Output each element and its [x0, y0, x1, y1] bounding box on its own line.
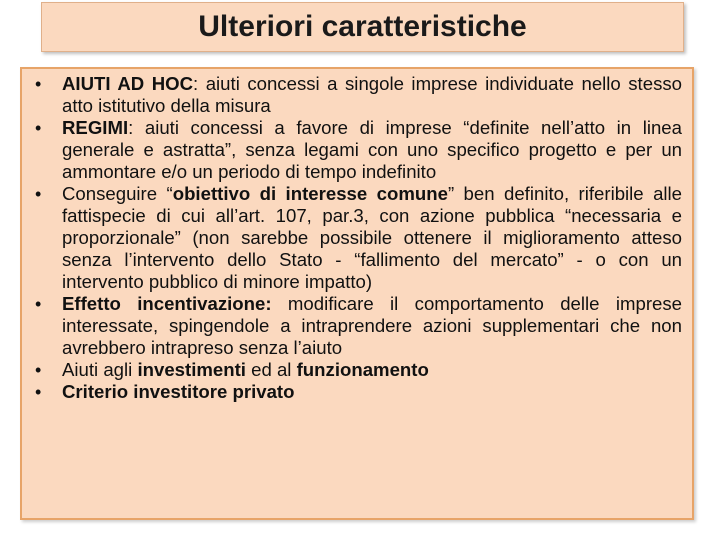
bullet-term: REGIMI — [62, 117, 129, 138]
bullet-term: obiettivo di interesse comune — [172, 183, 448, 204]
bullet-term: Criterio investitore privato — [62, 381, 295, 402]
bullet-aiuti-investimenti — [32, 359, 682, 381]
bullet-text: Conseguire “ — [62, 183, 173, 204]
bullet-icon: • — [35, 360, 42, 380]
bullet-text: modificare il comportamento delle imprese interessate, spingendole a intraprendere azioni supplementari che non avrebbero intrapreso senza l’aiuto — [62, 293, 682, 358]
bullet-obiettivo — [32, 183, 682, 293]
title-banner — [41, 2, 684, 52]
bullet-term: Effetto incentivazione: — [62, 293, 272, 314]
bullet-icon: • — [35, 184, 42, 204]
bullet-term: AIUTI AD HOC — [62, 73, 194, 94]
bullet-text: : aiuti concessi a singole imprese individuate nello stesso atto istitutivo della misura — [62, 73, 682, 116]
bullet-icon: • — [35, 74, 42, 94]
bullet-list — [22, 69, 692, 403]
bullet-text: Aiuti agli — [62, 359, 138, 380]
bullet-text: ” ben definito, riferibile alle fattispecie di cui all’art. 107, par.3, con azione pubblica “necessaria e proporzionale” (non sarebbe possibile ottenere il miglioramento atteso senza l’intervento dello Stato - “fallimento del mercato” - o con un intervento pubblico di minore impatto) — [62, 183, 683, 292]
bullet-icon: • — [35, 294, 42, 314]
bullet-term: funzionamento — [296, 359, 429, 380]
bullet-text: ed al — [245, 359, 297, 380]
bullet-criterio — [32, 381, 682, 403]
bullet-icon: • — [35, 118, 42, 138]
bullet-regimi — [32, 117, 682, 183]
bullet-term: investimenti — [137, 359, 246, 380]
bullet-icon: • — [35, 382, 42, 402]
bullet-text: : aiuti concessi a favore di imprese “definite nell’atto in linea generale e astratta”, senza legami con uno specifico progetto e per un ammontare e/o un periodo di tempo indefinito — [62, 117, 682, 182]
page-title: Ulteriori caratteristiche — [198, 10, 527, 43]
bullet-effetto-incentivazione — [32, 293, 682, 359]
content-panel — [20, 67, 694, 520]
bullet-aiuti-ad-hoc — [32, 73, 682, 117]
